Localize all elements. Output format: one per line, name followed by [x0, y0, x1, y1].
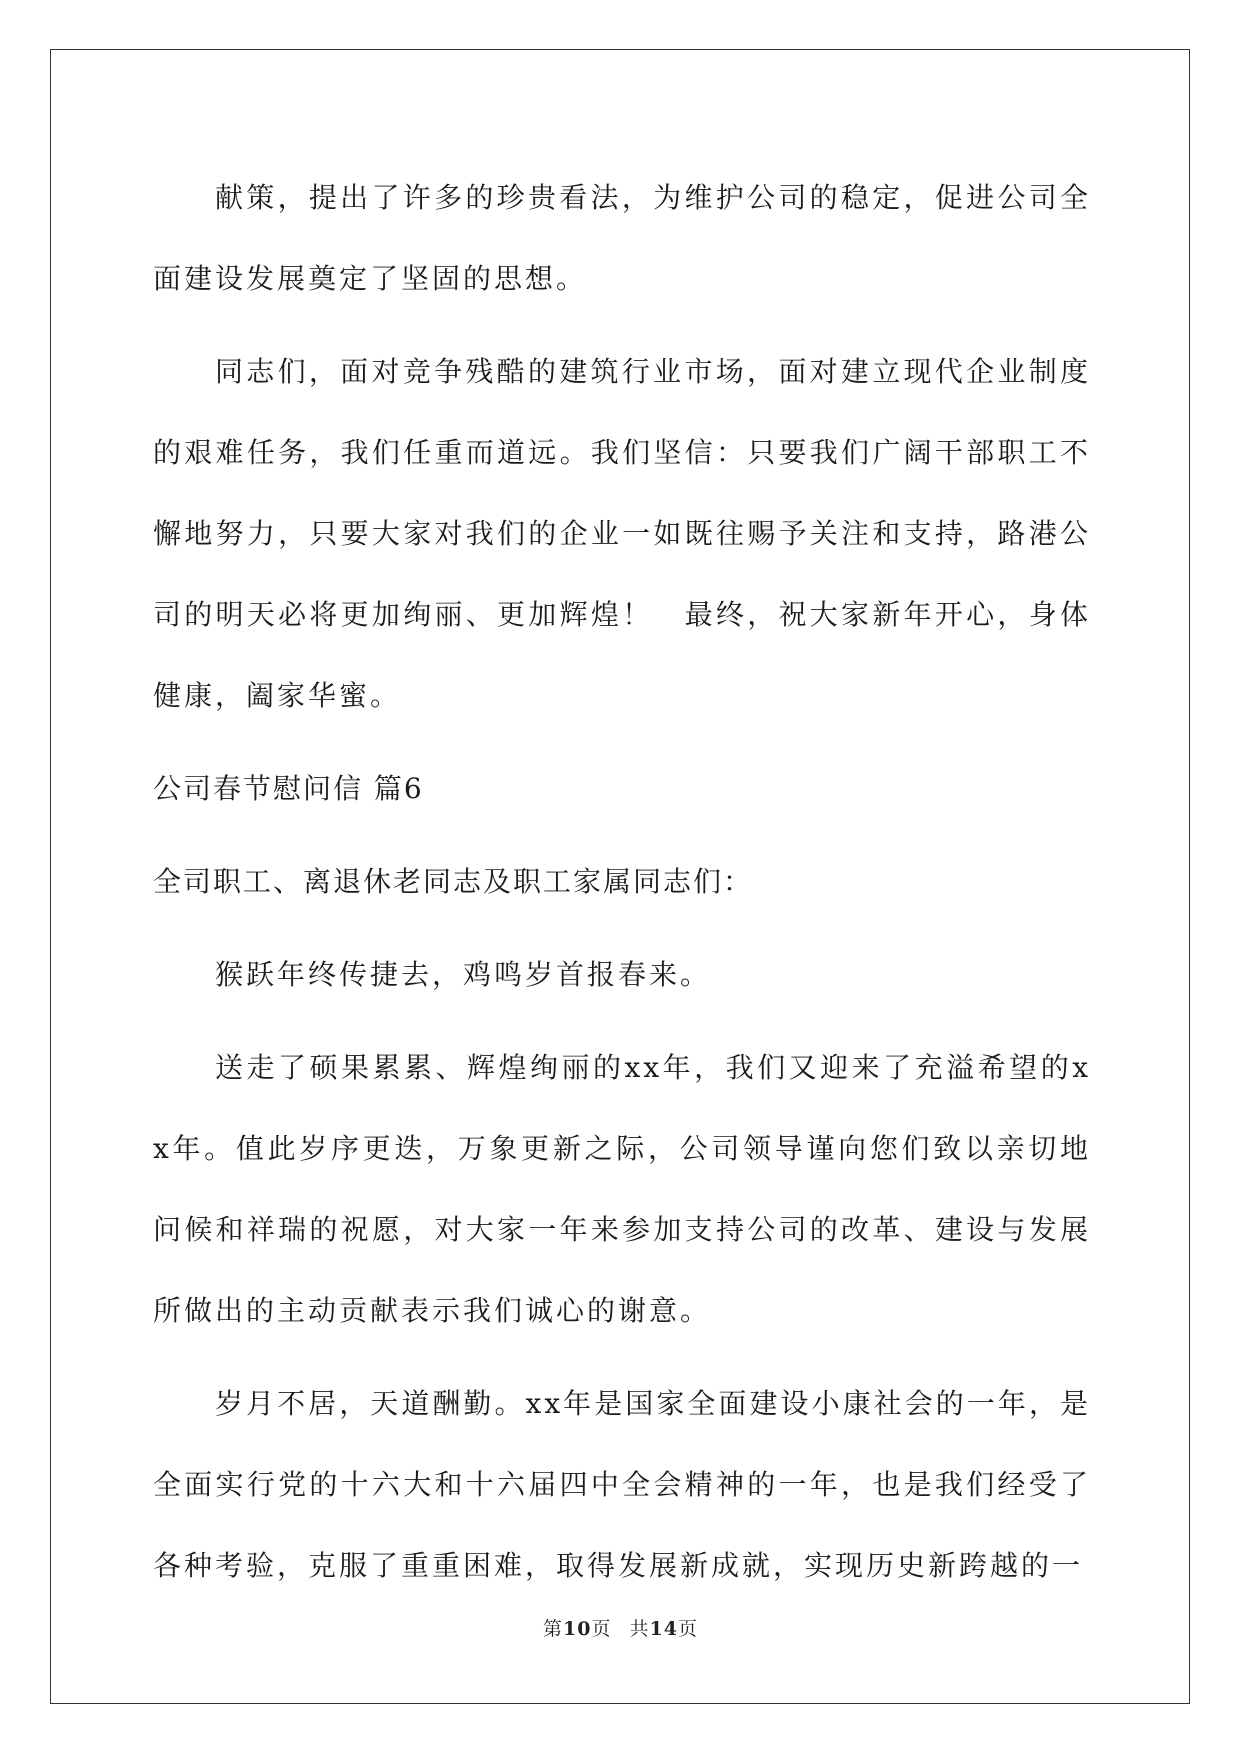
- footer-page-unit: 页: [591, 1618, 612, 1640]
- paragraph: 献策，提出了许多的珍贵看法，为维护公司的稳定，促进公司全面建设发展奠定了坚固的思想。: [153, 181, 1091, 295]
- current-page-number: 10: [563, 1618, 592, 1640]
- paragraph: 岁月不居，天道酬勤。xx年是国家全面建设小康社会的一年，是全面实行党的十六大和十六届四中全会精神的一年，也是我们经受了各种考验，克服了重重困难，取得发展新成就，实现历史新跨越的一: [153, 1387, 1091, 1582]
- page-footer: [0, 1614, 1241, 1641]
- total-pages-number: 14: [649, 1618, 678, 1640]
- section-heading: 公司春节慰问信 篇6: [153, 772, 424, 805]
- footer-prefix: 第: [543, 1618, 564, 1640]
- salutation: 全司职工、离退休老同志及职工家属同志们：: [153, 865, 754, 898]
- paragraph: 猴跃年终传捷去，鸡鸣岁首报春来。: [215, 958, 712, 991]
- paragraph: 送走了硕果累累、辉煌绚丽的xx年，我们又迎来了充溢希望的xx年。值此岁序更迭，万象更新之际，公司领导谨向您们致以亲切地问候和祥瑞的祝愿，对大家一年来参加支持公司的改革、建设与发展所做出的主动贡献表示我们诚心的谢意。: [153, 1051, 1091, 1327]
- footer-total-prefix: 共: [629, 1618, 650, 1640]
- footer-total-unit: 页: [677, 1618, 698, 1640]
- document-body: [153, 157, 1091, 1618]
- paragraph: 同志们，面对竞争残酷的建筑行业市场，面对建立现代企业制度的艰难任务，我们任重而道远。我们坚信：只要我们广阔干部职工不懈地努力，只要大家对我们的企业一如既往赐予关注和支持，路港公司的明天必将更加绚丽、更加辉煌！ 最终，祝大家新年开心，身体健康，阖家华蜜。: [153, 355, 1091, 712]
